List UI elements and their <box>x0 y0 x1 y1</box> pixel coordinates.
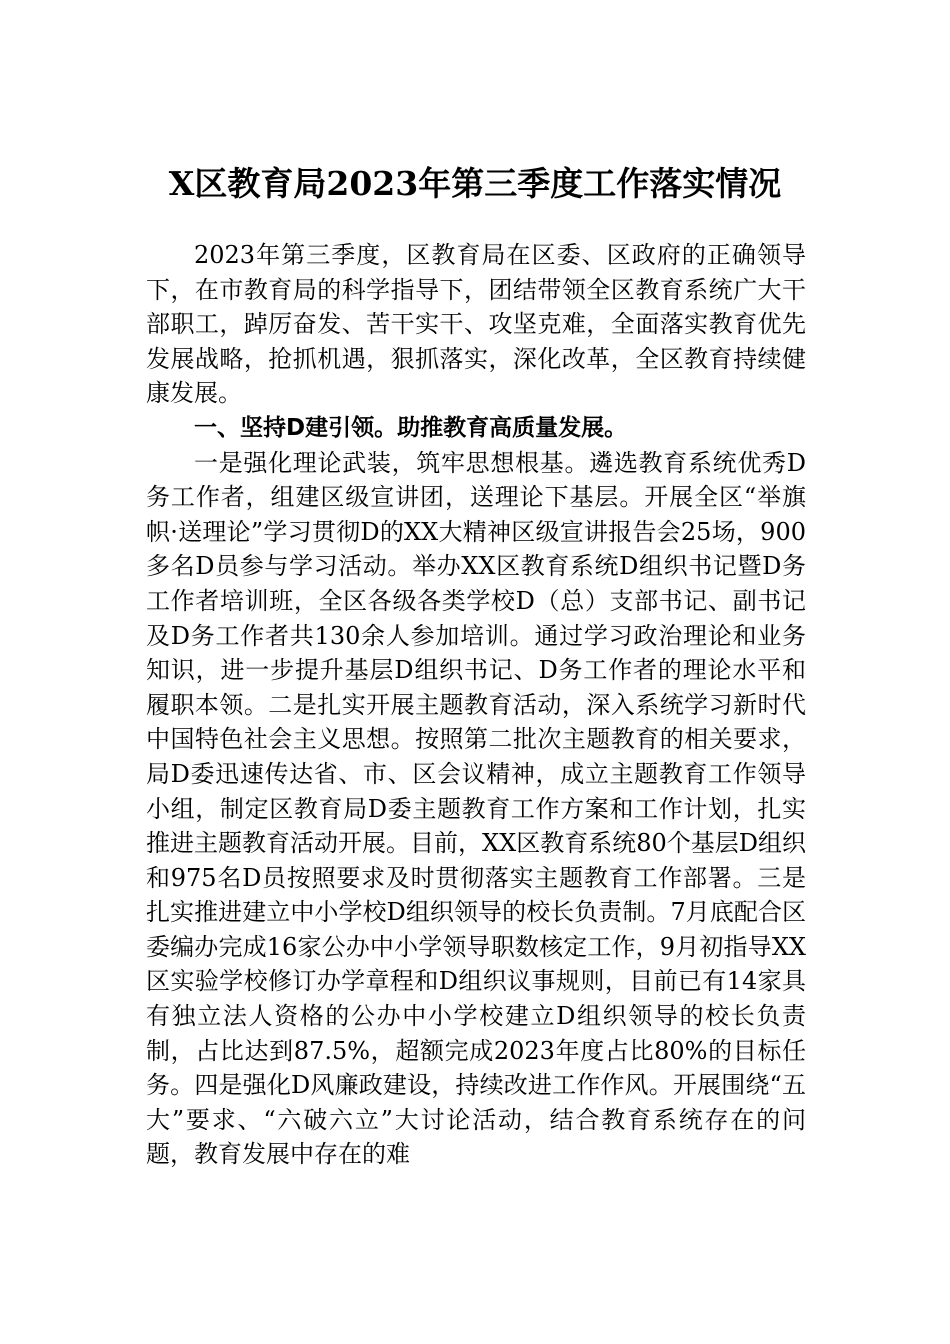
document-title: X区教育局2023年第三季度工作落实情况 <box>168 164 782 203</box>
intro-paragraph: 2023年第三季度，区教育局在区委、区政府的正确领导下，在市教育局的科学指导下，团结带领全区教育系统广大干部职工，踔厉奋发、苦干实干、攻坚克难，全面落实教育优先发展战略，抢抓机遇，狠抓落实，深化改革，全区教育持续健康发展。 <box>146 241 806 408</box>
document-body <box>146 238 806 1172</box>
section-paragraph: 一是强化理论武装，筑牢思想根基。遴选教育系统优秀D务工作者，组建区级宣讲团，送理论下基层。开展全区“举旗帜·送理论”学习贯彻D的XX大精神区级宣讲报告会25场，900多名D员参与学习活动。举办XX区教育系统D组织书记暨D务工作者培训班，全区各级各类学校D（总）支部书记、副书记及D务工作者共130余人参加培训。通过学习政治理论和业务知识，进一步提升基层D组织书记、D务工作者的理论水平和履职本领。二是扎实开展主题教育活动，深入系统学习新时代中国特色社会主义思想。按照第二批次主题教育的相关要求，局D委迅速传达省、市、区会议精神，成立主题教育工作领导小组，制定区教育局D委主题教育工作方案和工作计划，扎实推进主题教育活动开展。目前，XX区教育系统80个基层D组织和975名D员按照要求及时贯彻落实主题教育工作部署。三是扎实推进建立中小学校D组织领导的校长负责制。7月底配合区委编办完成16家公办中小学领导职数核定工作，9月初指导XX区实验学校修订办学章程和D组织议事规则，目前已有14家具有独立法人资格的公办中小学校建立D组织领导的校长负责制，占比达到87.5%，超额完成2023年度占比80%的目标任务。四是强化D风廉政建设，持续改进工作作风。开展围绕“五大”要求、“六破六立”大讨论活动，结合教育系统存在的问题，教育发展中存在的难 <box>146 448 806 1169</box>
section-heading: 一、坚持D建引领。助推教育高质量发展。 <box>194 414 628 441</box>
